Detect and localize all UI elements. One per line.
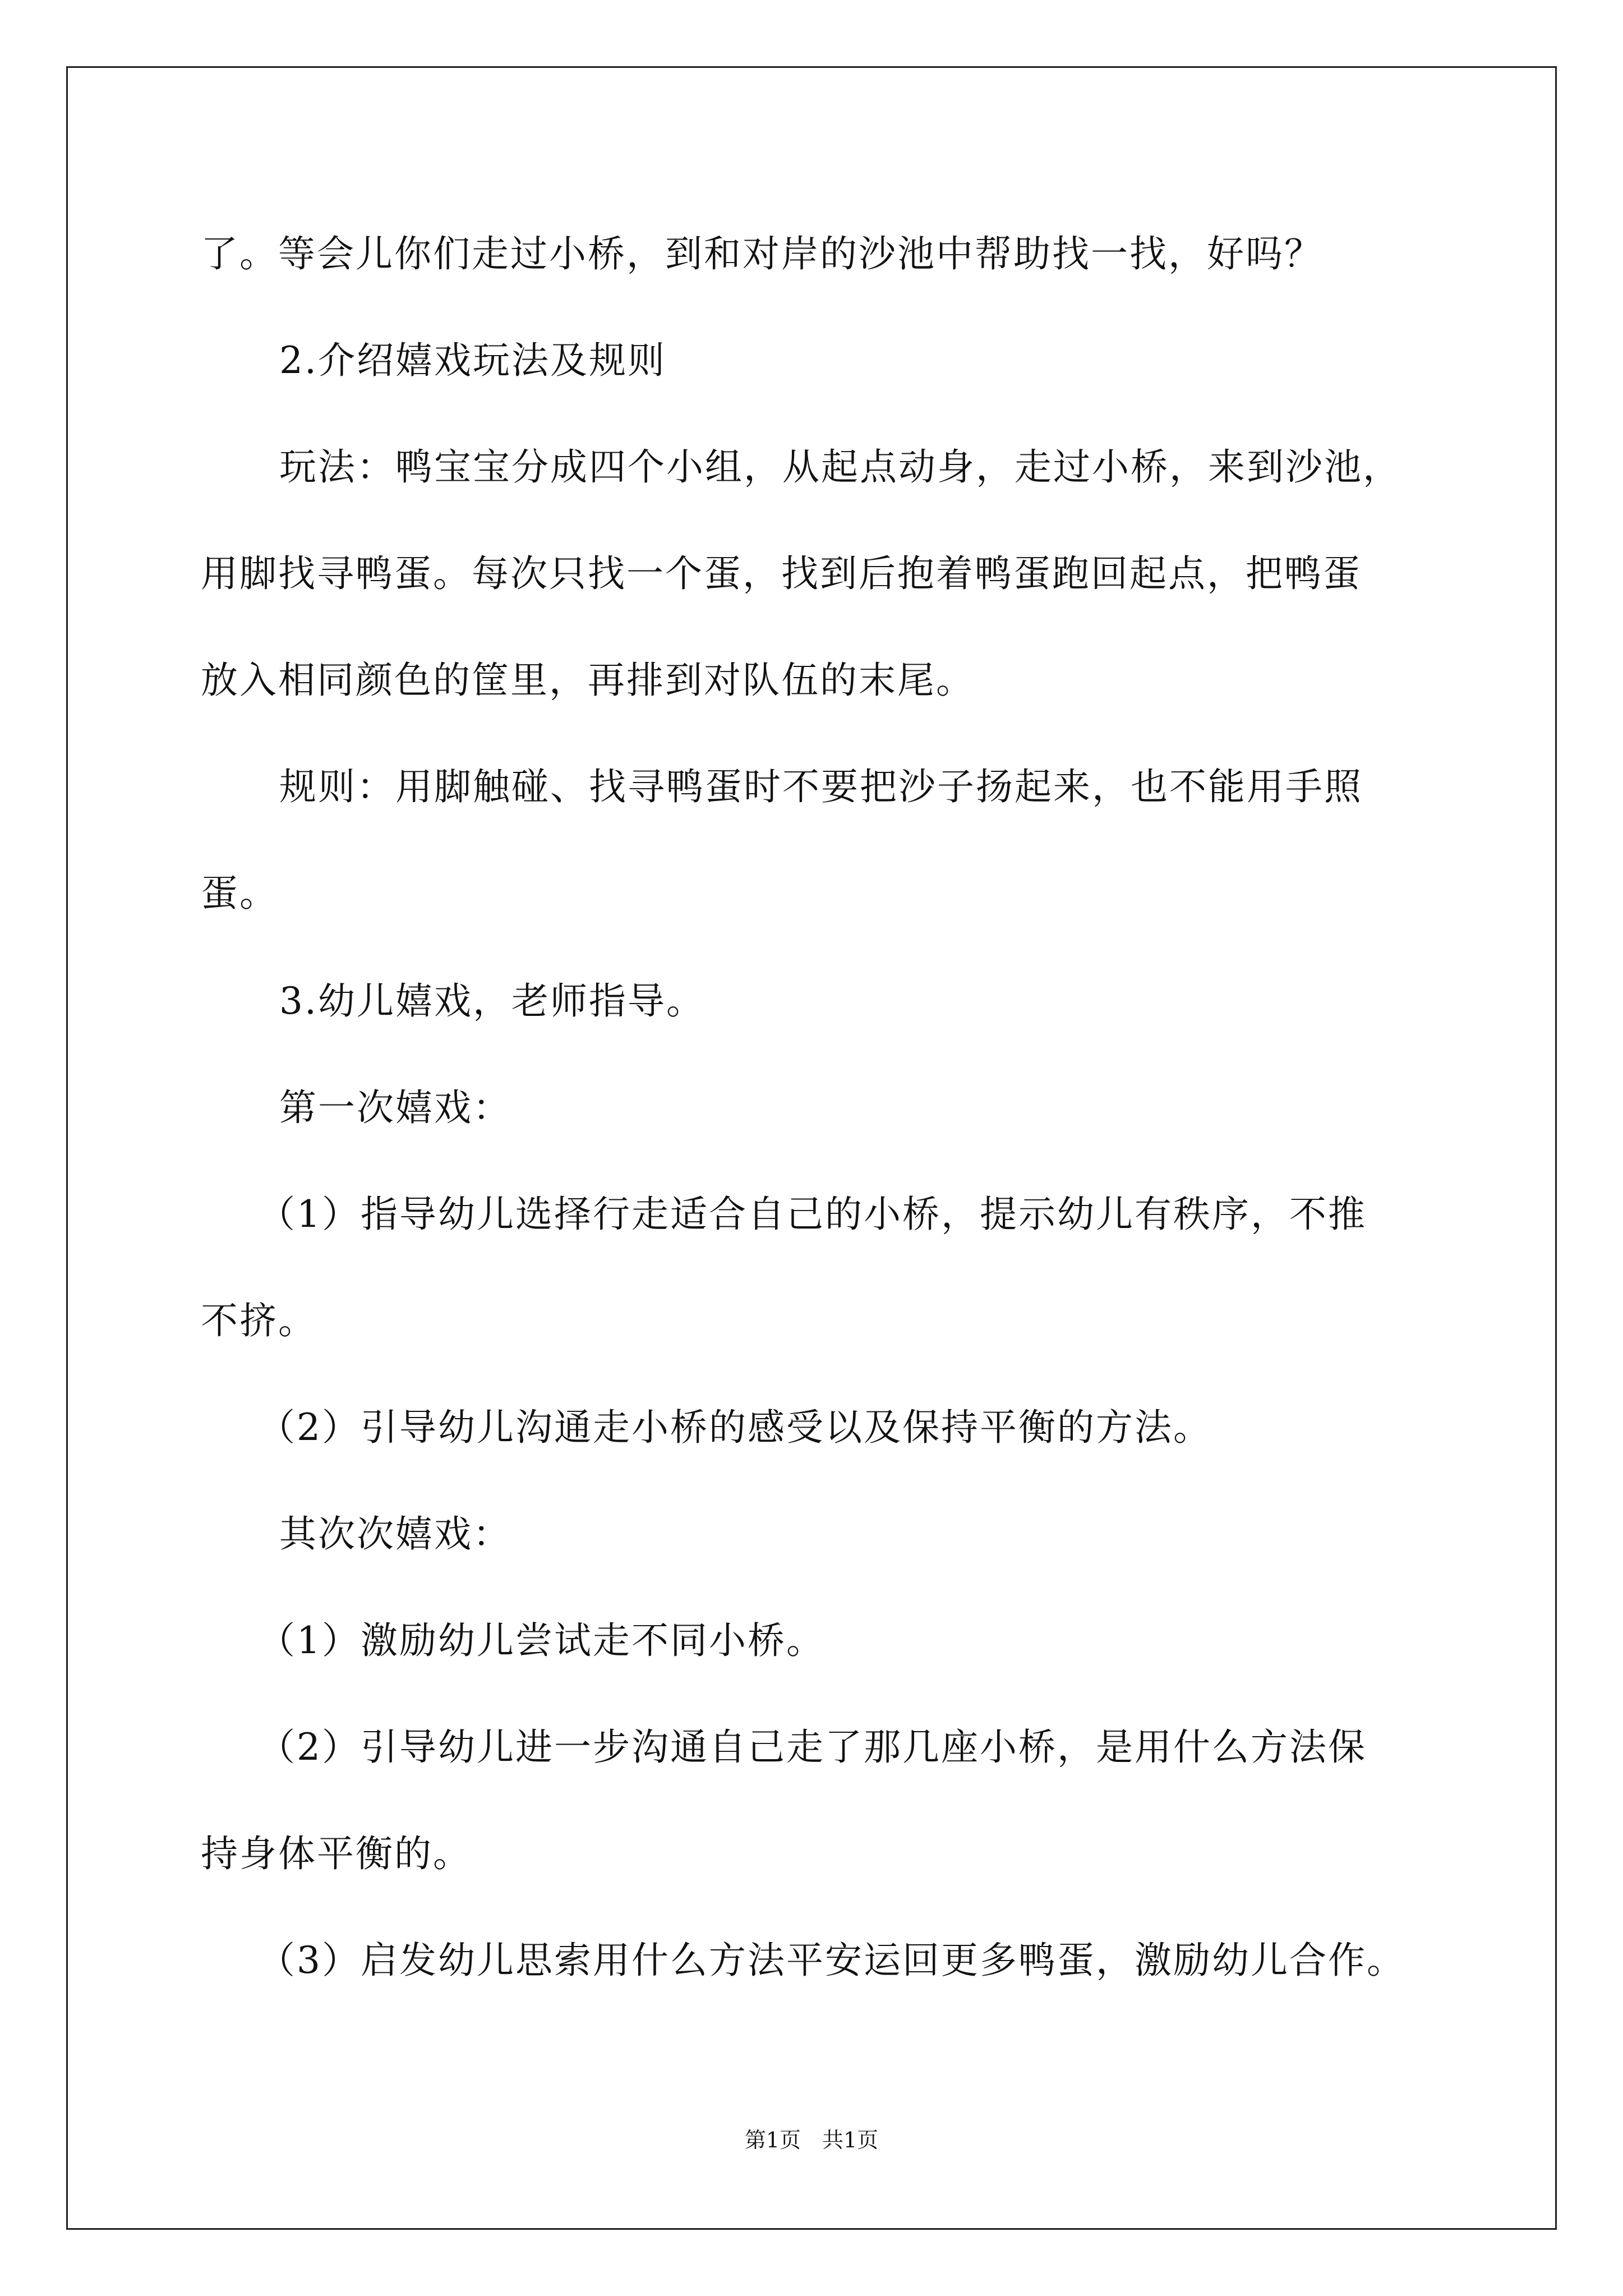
text-line: 其次次嬉戏： <box>279 1512 511 1556</box>
text-line: 第一次嬉戏： <box>279 1086 511 1129</box>
text-line: 玩法：鸭宝宝分成四个小组，从起点动身，走过小桥，来到沙池， <box>279 445 1401 489</box>
page-number: 第1页 共1页 <box>744 2128 879 2152</box>
page-border <box>66 66 1557 2230</box>
section-heading: 3.幼儿嬉戏，老师指导。 <box>279 979 705 1023</box>
text-line: （2）引导幼儿沟通走小桥的感受以及保持平衡的方法。 <box>258 1406 1212 1449</box>
text-line: 蛋。 <box>201 872 278 915</box>
text-line: 了。等会儿你们走过小桥，到和对岸的沙池中帮助找一找，好吗？ <box>201 232 1323 275</box>
text-line: 规则：用脚触碰、找寻鸭蛋时不要把沙子扬起来，也不能用手照 <box>279 765 1363 808</box>
text-line: 放入相同颜色的筐里，再排到对队伍的末尾。 <box>201 659 975 702</box>
text-line: 不挤。 <box>201 1299 317 1342</box>
text-line: （1）激励幼儿尝试走不同小桥。 <box>258 1619 825 1662</box>
text-line: （3）启发幼儿思索用什么方法平安运回更多鸭蛋，激励幼儿合作。 <box>258 1939 1405 1982</box>
text-line: （2）引导幼儿进一步沟通自己走了那几座小桥，是用什么方法保 <box>258 1726 1367 1769</box>
text-line: 用脚找寻鸭蛋。每次只找一个蛋，找到后抱着鸭蛋跑回起点，把鸭蛋 <box>201 552 1362 595</box>
section-heading: 2.介绍嬉戏玩法及规则 <box>279 339 666 382</box>
text-line: （1）指导幼儿选择行走适合自己的小桥，提示幼儿有秩序，不推 <box>258 1193 1367 1236</box>
text-line: 持身体平衡的。 <box>201 1832 472 1875</box>
